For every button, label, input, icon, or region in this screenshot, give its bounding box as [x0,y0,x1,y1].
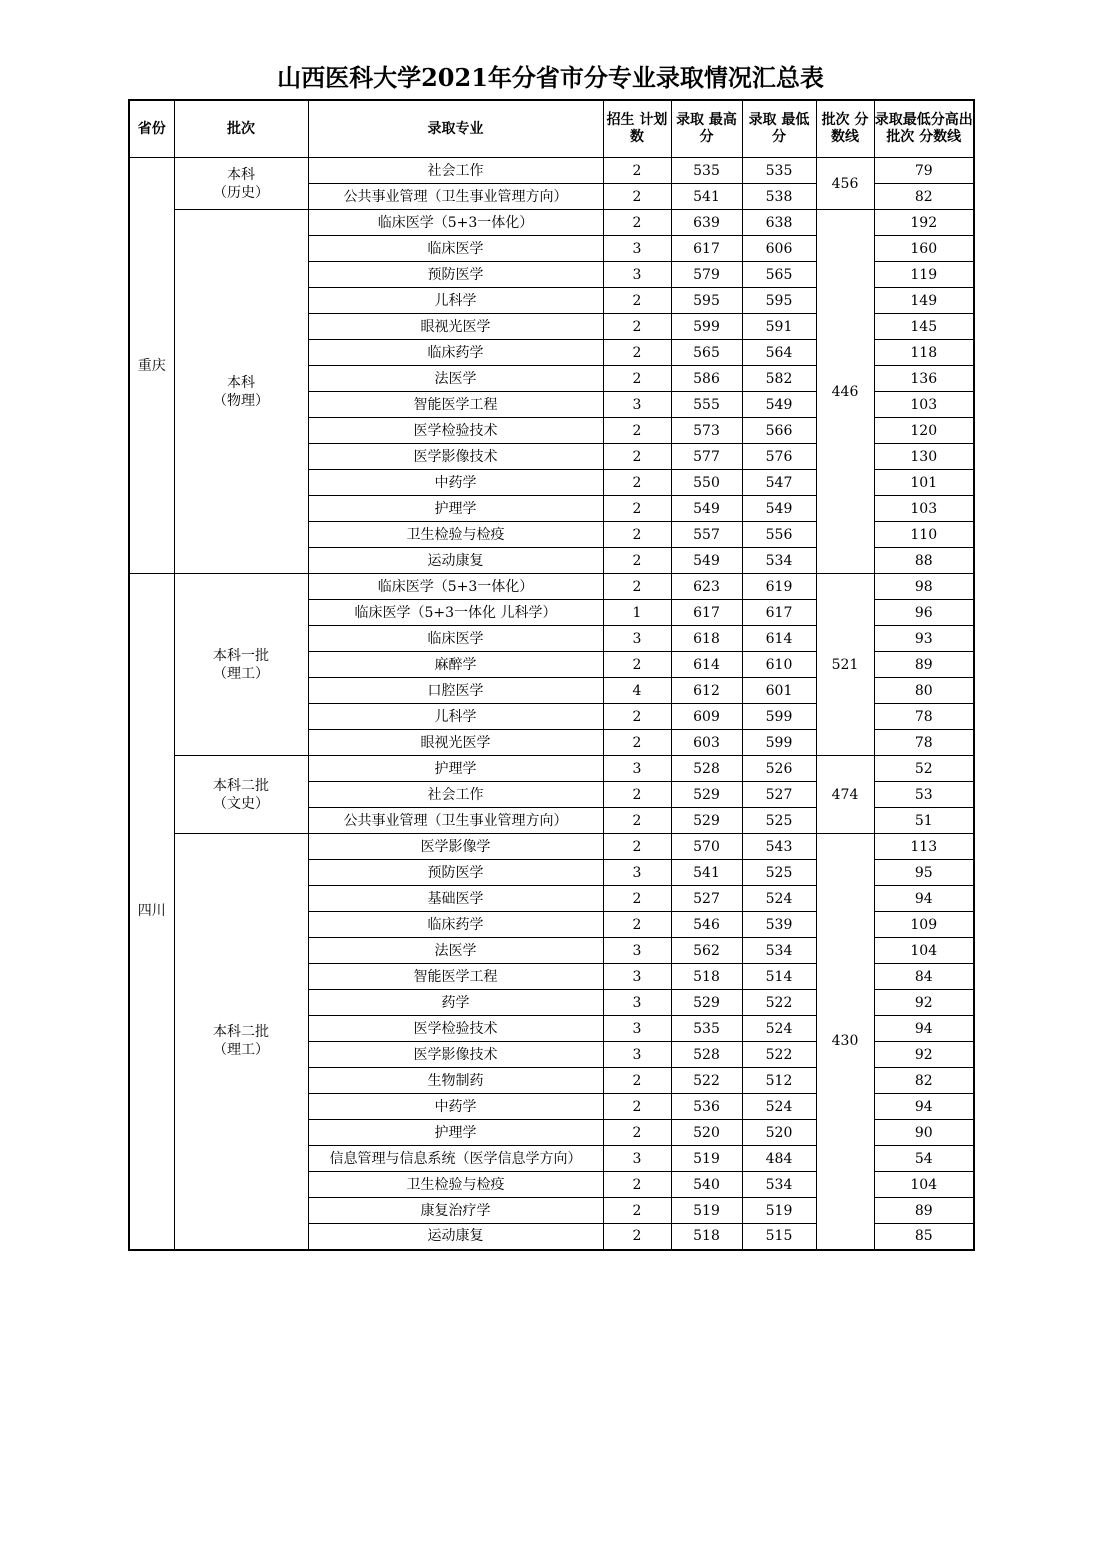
batch-cell [174,834,308,1250]
province-cell: 重庆 [129,158,174,574]
min-score-cell: 522 [742,990,816,1016]
batch-line-cell: 456 [816,158,874,210]
major-cell: 中药学 [308,1094,603,1120]
min-score-cell: 527 [742,782,816,808]
major-cell: 信息管理与信息系统（医学信息学方向） [308,1146,603,1172]
batch-track: （历史） [213,184,269,201]
above-line-cell: 149 [874,288,974,314]
plan-cell: 2 [603,1198,671,1224]
plan-cell: 2 [603,418,671,444]
max-score-cell: 579 [671,262,742,288]
batch-line-cell: 521 [816,574,874,756]
major-cell: 运动康复 [308,548,603,574]
plan-cell: 2 [603,808,671,834]
max-score-cell: 614 [671,652,742,678]
min-score-cell: 617 [742,600,816,626]
province-cell: 四川 [129,574,174,1250]
plan-cell: 1 [603,600,671,626]
plan-cell: 4 [603,678,671,704]
min-score-cell: 638 [742,210,816,236]
major-cell: 康复治疗学 [308,1198,603,1224]
above-line-cell: 52 [874,756,974,782]
admissions-table [128,99,975,1251]
max-score-cell: 529 [671,808,742,834]
plan-cell: 2 [603,730,671,756]
min-score-cell: 538 [742,184,816,210]
max-score-cell: 549 [671,496,742,522]
major-cell: 医学检验技术 [308,1016,603,1042]
plan-cell: 3 [603,392,671,418]
above-line-cell: 136 [874,366,974,392]
major-cell: 社会工作 [308,158,603,184]
table-row [129,574,974,600]
plan-cell: 3 [603,938,671,964]
major-cell: 运动康复 [308,1224,603,1250]
plan-cell: 2 [603,912,671,938]
max-score-cell: 550 [671,470,742,496]
above-line-cell: 130 [874,444,974,470]
major-cell: 公共事业管理（卫生事业管理方向） [308,808,603,834]
max-score-cell: 519 [671,1198,742,1224]
major-cell: 临床医学 [308,236,603,262]
major-cell: 生物制药 [308,1068,603,1094]
min-score-cell: 582 [742,366,816,392]
batch-track: （理工） [213,1042,269,1059]
max-score-cell: 540 [671,1172,742,1198]
plan-cell: 3 [603,1146,671,1172]
plan-cell: 2 [603,340,671,366]
above-line-cell: 89 [874,652,974,678]
above-line-cell: 82 [874,1068,974,1094]
above-line-cell: 84 [874,964,974,990]
above-line-cell: 119 [874,262,974,288]
above-line-cell: 103 [874,392,974,418]
min-score-cell: 526 [742,756,816,782]
plan-cell: 2 [603,1172,671,1198]
above-line-cell: 192 [874,210,974,236]
min-score-cell: 601 [742,678,816,704]
max-score-cell: 617 [671,236,742,262]
min-score-cell: 484 [742,1146,816,1172]
major-cell: 儿科学 [308,288,603,314]
major-cell: 护理学 [308,1120,603,1146]
plan-cell: 3 [603,626,671,652]
above-line-cell: 103 [874,496,974,522]
above-line-cell: 92 [874,990,974,1016]
header-batch: 批次 [174,100,308,158]
max-score-cell: 541 [671,184,742,210]
above-line-cell: 95 [874,860,974,886]
above-line-cell: 109 [874,912,974,938]
plan-cell: 2 [603,886,671,912]
above-line-cell: 92 [874,1042,974,1068]
max-score-cell: 618 [671,626,742,652]
above-line-cell: 89 [874,1198,974,1224]
max-score-cell: 549 [671,548,742,574]
max-score-cell: 555 [671,392,742,418]
max-score-cell: 573 [671,418,742,444]
plan-cell: 2 [603,366,671,392]
max-score-cell: 536 [671,1094,742,1120]
above-line-cell: 113 [874,834,974,860]
min-score-cell: 547 [742,470,816,496]
major-cell: 法医学 [308,938,603,964]
min-score-cell: 525 [742,808,816,834]
min-score-cell: 599 [742,704,816,730]
min-score-cell: 534 [742,548,816,574]
max-score-cell: 528 [671,1042,742,1068]
plan-cell: 3 [603,756,671,782]
major-cell: 临床药学 [308,340,603,366]
min-score-cell: 539 [742,912,816,938]
max-score-cell: 562 [671,938,742,964]
major-cell: 医学影像学 [308,834,603,860]
max-score-cell: 518 [671,1224,742,1250]
above-line-cell: 94 [874,886,974,912]
major-cell: 医学影像技术 [308,444,603,470]
min-score-cell: 524 [742,1094,816,1120]
major-cell: 护理学 [308,756,603,782]
major-cell: 药学 [308,990,603,1016]
major-cell: 儿科学 [308,704,603,730]
above-line-cell: 94 [874,1016,974,1042]
major-cell: 临床医学（5+3一体化 儿科学） [308,600,603,626]
major-cell: 卫生检验与检疫 [308,522,603,548]
batch-cell [174,574,308,756]
above-line-cell: 54 [874,1146,974,1172]
plan-cell: 2 [603,444,671,470]
min-score-cell: 519 [742,1198,816,1224]
min-score-cell: 535 [742,158,816,184]
major-cell: 临床医学（5+3一体化） [308,210,603,236]
min-score-cell: 524 [742,1016,816,1042]
major-cell: 临床医学（5+3一体化） [308,574,603,600]
major-cell: 眼视光医学 [308,730,603,756]
above-line-cell: 90 [874,1120,974,1146]
above-line-cell: 98 [874,574,974,600]
min-score-cell: 566 [742,418,816,444]
max-score-cell: 609 [671,704,742,730]
above-line-cell: 82 [874,184,974,210]
major-cell: 社会工作 [308,782,603,808]
table-row [129,756,974,782]
max-score-cell: 577 [671,444,742,470]
above-line-cell: 85 [874,1224,974,1250]
plan-cell: 3 [603,860,671,886]
plan-cell: 2 [603,834,671,860]
max-score-cell: 565 [671,340,742,366]
max-score-cell: 570 [671,834,742,860]
max-score-cell: 528 [671,756,742,782]
above-line-cell: 94 [874,1094,974,1120]
min-score-cell: 549 [742,392,816,418]
min-score-cell: 515 [742,1224,816,1250]
max-score-cell: 595 [671,288,742,314]
min-score-cell: 610 [742,652,816,678]
batch-name: 本科二批 [213,1024,269,1041]
major-cell: 护理学 [308,496,603,522]
plan-cell: 2 [603,496,671,522]
plan-cell: 2 [603,652,671,678]
document-title: 山西医科大学2021年分省市分专业录取情况汇总表 [277,63,824,92]
max-score-cell: 519 [671,1146,742,1172]
max-score-cell: 612 [671,678,742,704]
plan-cell: 2 [603,522,671,548]
above-line-cell: 104 [874,1172,974,1198]
min-score-cell: 576 [742,444,816,470]
plan-cell: 2 [603,704,671,730]
major-cell: 智能医学工程 [308,392,603,418]
min-score-cell: 514 [742,964,816,990]
header-batch-line: 批次 分数线 [816,100,874,158]
batch-line-cell: 474 [816,756,874,834]
plan-cell: 2 [603,1068,671,1094]
header-row [129,100,974,158]
min-score-cell: 543 [742,834,816,860]
batch-name: 本科 [227,374,255,391]
max-score-cell: 586 [671,366,742,392]
table-row [129,158,974,184]
major-cell: 卫生检验与检疫 [308,1172,603,1198]
plan-cell: 3 [603,236,671,262]
table-body [129,158,974,1250]
min-score-cell: 534 [742,1172,816,1198]
above-line-cell: 101 [874,470,974,496]
major-cell: 基础医学 [308,886,603,912]
plan-cell: 2 [603,1224,671,1250]
above-line-cell: 120 [874,418,974,444]
batch-name: 本科 [227,166,255,183]
major-cell: 法医学 [308,366,603,392]
above-line-cell: 78 [874,730,974,756]
plan-cell: 2 [603,288,671,314]
batch-cell [174,756,308,834]
plan-cell: 2 [603,1120,671,1146]
plan-cell: 2 [603,184,671,210]
batch-track: （理工） [213,665,269,682]
above-line-cell: 93 [874,626,974,652]
plan-cell: 3 [603,1042,671,1068]
above-line-cell: 53 [874,782,974,808]
batch-name: 本科一批 [213,647,269,664]
max-score-cell: 623 [671,574,742,600]
above-line-cell: 104 [874,938,974,964]
min-score-cell: 606 [742,236,816,262]
max-score-cell: 599 [671,314,742,340]
above-line-cell: 79 [874,158,974,184]
max-score-cell: 639 [671,210,742,236]
plan-cell: 2 [603,158,671,184]
max-score-cell: 522 [671,1068,742,1094]
major-cell: 中药学 [308,470,603,496]
plan-cell: 2 [603,470,671,496]
header-max-score: 录取 最高分 [671,100,742,158]
max-score-cell: 529 [671,990,742,1016]
above-line-cell: 51 [874,808,974,834]
plan-cell: 2 [603,574,671,600]
table-row [129,210,974,236]
plan-cell: 2 [603,782,671,808]
header-min-score: 录取 最低分 [742,100,816,158]
batch-cell [174,210,308,574]
min-score-cell: 520 [742,1120,816,1146]
min-score-cell: 591 [742,314,816,340]
batch-name: 本科二批 [213,777,269,794]
plan-cell: 2 [603,1094,671,1120]
min-score-cell: 512 [742,1068,816,1094]
max-score-cell: 535 [671,158,742,184]
major-cell: 预防医学 [308,262,603,288]
min-score-cell: 619 [742,574,816,600]
max-score-cell: 541 [671,860,742,886]
min-score-cell: 522 [742,1042,816,1068]
major-cell: 临床医学 [308,626,603,652]
major-cell: 眼视光医学 [308,314,603,340]
min-score-cell: 565 [742,262,816,288]
max-score-cell: 535 [671,1016,742,1042]
batch-line-cell: 430 [816,834,874,1250]
header-above-line: 录取最低分高出批次 分数线 [874,100,974,158]
major-cell: 医学检验技术 [308,418,603,444]
min-score-cell: 524 [742,886,816,912]
major-cell: 临床药学 [308,912,603,938]
major-cell: 智能医学工程 [308,964,603,990]
above-line-cell: 145 [874,314,974,340]
above-line-cell: 160 [874,236,974,262]
batch-line-cell: 446 [816,210,874,574]
above-line-cell: 80 [874,678,974,704]
max-score-cell: 527 [671,886,742,912]
max-score-cell: 529 [671,782,742,808]
header-plan: 招生 计划数 [603,100,671,158]
max-score-cell: 520 [671,1120,742,1146]
max-score-cell: 603 [671,730,742,756]
min-score-cell: 534 [742,938,816,964]
plan-cell: 3 [603,990,671,1016]
major-cell: 预防医学 [308,860,603,886]
major-cell: 公共事业管理（卫生事业管理方向） [308,184,603,210]
max-score-cell: 546 [671,912,742,938]
plan-cell: 3 [603,262,671,288]
min-score-cell: 614 [742,626,816,652]
batch-track: （物理） [213,392,269,409]
plan-cell: 3 [603,964,671,990]
major-cell: 麻醉学 [308,652,603,678]
max-score-cell: 518 [671,964,742,990]
min-score-cell: 599 [742,730,816,756]
batch-track: （文史） [213,795,269,812]
batch-cell [174,158,308,210]
above-line-cell: 88 [874,548,974,574]
header-major: 录取专业 [308,100,603,158]
min-score-cell: 564 [742,340,816,366]
above-line-cell: 110 [874,522,974,548]
major-cell: 口腔医学 [308,678,603,704]
table-row [129,834,974,860]
major-cell: 医学影像技术 [308,1042,603,1068]
above-line-cell: 118 [874,340,974,366]
above-line-cell: 96 [874,600,974,626]
min-score-cell: 549 [742,496,816,522]
min-score-cell: 525 [742,860,816,886]
max-score-cell: 557 [671,522,742,548]
plan-cell: 3 [603,1016,671,1042]
plan-cell: 2 [603,210,671,236]
plan-cell: 2 [603,314,671,340]
min-score-cell: 556 [742,522,816,548]
header-province: 省份 [129,100,174,158]
max-score-cell: 617 [671,600,742,626]
above-line-cell: 78 [874,704,974,730]
min-score-cell: 595 [742,288,816,314]
plan-cell: 2 [603,548,671,574]
